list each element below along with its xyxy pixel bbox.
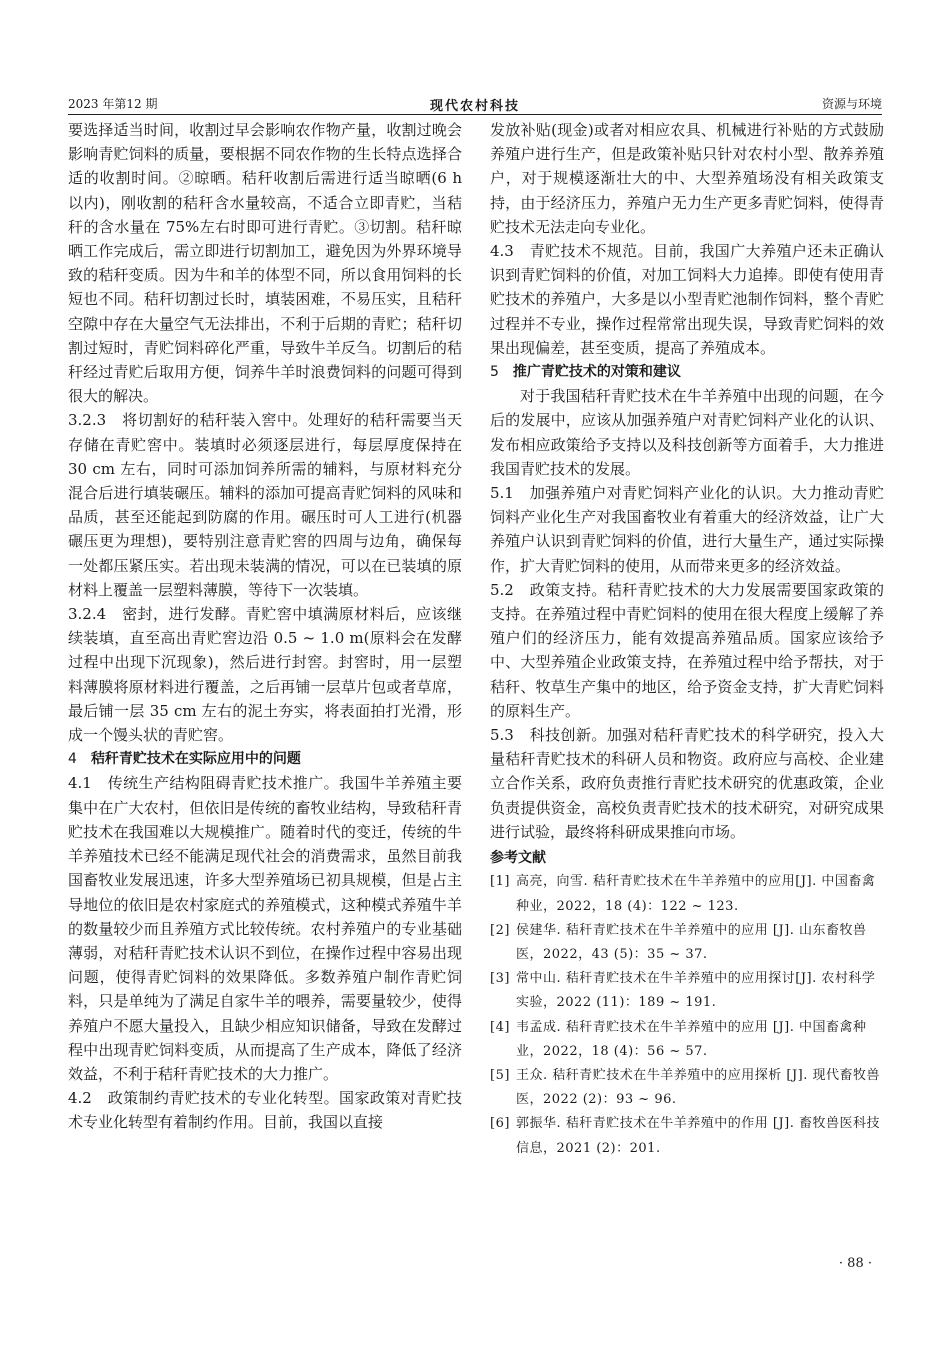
reference-text: 侯建华. 秸秆青贮技术在牛羊养殖中的应用 [J]. 山东畜牧兽医，2022，43 (5)：35 ~ 37.: [516, 922, 867, 962]
running-header: [68, 92, 882, 115]
reference-text: 郭振华. 秸秆青贮技术在牛羊养殖中的作用 [J]. 畜牧兽医科技信息，2021 (2)：201.: [516, 1116, 881, 1156]
paragraph-4-3: 4.3 青贮技术不规范。目前，我国广大养殖户还未正确认识到青贮饲料的价值，对加工饲料大力追捧。即使有使用青贮技术的养殖户，大多是以小型青贮池制作饲料，整个青贮过程并不专业，操作过程常常出现失误，导致青贮饲料的效果出现偏差，甚至变质，提高了养殖成本。: [490, 242, 884, 357]
reference-index: [1]: [490, 874, 510, 890]
paragraph-5-2: 5.2 政策支持。秸秆青贮技术的大力发展需要国家政策的支持。在养殖过程中青贮饲料的使用在很大程度上缓解了养殖户们的经济压力，能有效提高养殖品质。国家应该给予中、大型养殖企业政策支持，在养殖过程中给予帮扶，对于秸秆、牧草生产集中的地区，给予资金支持，扩大青贮饲料的原料生产。: [490, 580, 884, 720]
references-heading: 参考文献: [490, 850, 546, 867]
reference-index: [3]: [490, 971, 510, 987]
section-5-heading: [490, 360, 884, 384]
issue-label: 2023 年第12 期: [68, 97, 158, 111]
page-number: · 88 ·: [838, 1256, 872, 1271]
paragraph-5-1: 5.1 加强养殖户对青贮饲料产业化的认识。大力推动青贮饲料产业化生产对我国畜牧业有着重大的经济效益，让广大养殖户认识到青贮饲料的价值，进行大量生产，通过实际操作，扩大青贮饲料的使用，从而带来更多的经济效益。: [490, 484, 884, 575]
paragraph-4-2: 4.2 政策制约青贮技术的专业化转型。国家政策对青贮技术专业化转型有着制约作用。目前，我国以直接: [68, 1089, 462, 1132]
paragraph-3-2-4: 3.2.4 密封，进行发酵。青贮窖中填满原材料后，应该继续装填，直至高出青贮窖边沿 0.5 ~ 1.0 m(原料会在发酵过程中出现下沉现象)，然后进行封窖。封窖时，用一层塑料薄膜将原材料进行覆盖，之后再铺一层草片包或者草席，最后铺一层 35 cm 左右的泥土夯实，将表面拍打光滑，形成一个馒头状的青贮窖。: [68, 605, 462, 745]
reference-index: [5]: [490, 1067, 510, 1083]
reference-index: [4]: [490, 1019, 510, 1035]
section-5-number: 5: [490, 364, 499, 381]
paragraph-4-1: 4.1 传统生产结构阻碍青贮技术推广。我国牛羊养殖主要集中在广大农村，但依旧是传统的畜牧业结构，导致秸秆青贮技术在我国难以大规模推广。随着时代的变迁，传统的牛羊养殖技术已经不能满足现代社会的消费需求，虽然目前我国畜牧业发展迅速，许多大型养殖场已初具规模，但是占主导地位的依旧是农村家庭式的养殖模式，这种模式养殖牛羊的数量较少而且养殖方式比较传统。农村养殖户的专业基础薄弱，对秸秆青贮技术认识不到位，在操作过程中容易出现问题，使得青贮饲料的效果降低。多数养殖户制作青贮饲料，只是单纯为了满足自家牛羊的喂养，需要量较少，使得养殖户不愿大量投入，且缺少相应知识储备，导致在发酵过程中出现青贮饲料变质，从而提高了生产成本，降低了经济效益，不利于秸秆青贮技术的大力推广。: [68, 774, 462, 1083]
reference-text: 王众. 秸秆青贮技术在牛羊养殖中的应用探析 [J]. 现代畜牧兽医，2022 (2)：93 ~ 96.: [516, 1067, 881, 1108]
section-5-title: 推广青贮技术的对策和建议: [512, 364, 681, 381]
section-4-title: 秸秆青贮技术在实际应用中的问题: [90, 751, 301, 768]
paragraph-4-2-continued: 发放补贴(现金)或者对相应农具、机械进行补贴的方式鼓励养殖户进行生产，但是政策补贴只针对农村小型、散养养殖户，对于规模逐渐壮大的中、大型养殖场没有相关政策支持，由于经济压力，养殖户无力生产更多青贮饲料，使得青贮技术无法走向专业化。: [490, 121, 884, 236]
reference-item: [490, 967, 884, 1015]
reference-item: [490, 1064, 884, 1112]
reference-text: 韦孟成. 秸秆青贮技术在牛羊养殖中的应用 [J]. 中国畜禽种业，2022，18 (4)：56 ~ 57.: [516, 1019, 867, 1059]
reference-text: 常中山. 秸秆青贮技术在牛羊养殖中的应用探讨[J]. 农村科学实验，2022 (11)：189 ~ 191.: [516, 971, 876, 1011]
reference-text: 高亮，向雪. 秸秆青贮技术在牛羊养殖中的应用[J]. 中国畜禽种业，2022，18 (4)：122 ~ 123.: [516, 874, 876, 914]
journal-title: 现代农村科技: [429, 99, 520, 114]
section-4-number: 4: [68, 751, 77, 768]
left-column: [68, 118, 462, 1135]
reference-item: [490, 1112, 884, 1160]
reference-list: [490, 870, 884, 1160]
reference-item: [490, 870, 884, 918]
reference-item: [490, 1016, 884, 1064]
paragraph-5-intro: 对于我国秸秆青贮技术在牛羊养殖中出现的问题，在今后的发展中，应该从加强养殖户对青贮饲料产业化的认识、发布相应政策给予支持以及科技创新等方面着手，大力推进我国青贮技术的发展。: [490, 387, 884, 478]
paragraph-3-2-3: 3.2.3 将切割好的秸秆装入窖中。处理好的秸秆需要当天存储在青贮窖中。装填时必须逐层进行，每层厚度保持在 30 cm 左右，同时可添加饲养所需的辅料，与原材料充分混合后进行填装碾压。辅料的添加可提高青贮饲料的风味和品质，甚至还能起到防腐的作用。碾压时可人工进行(机器碾压更为理想)，要特别注意青贮窖的四周与边角，确保每一处都压紧压实。若出现未装满的情况，可以在已装填的原材料上覆盖一层塑料薄膜，等待下一次装填。: [68, 411, 462, 599]
paragraph-5-3: 5.3 科技创新。加强对秸秆青贮技术的科学研究，投入大量秸秆青贮技术的科研人员和物资。政府应与高校、企业建立合作关系，政府负责推行青贮技术研究的优惠政策，企业负责提供资金，高校负责青贮技术的技术研究，对研究成果进行试验，最终将科研成果推向市场。: [490, 726, 884, 841]
section-label: 资源与环境: [821, 97, 882, 111]
paragraph-harvest: 要选择适当时间，收割过早会影响农作物产量，收割过晚会影响青贮饲料的质量，要根据不同农作物的生长特点选择合适的收割时间。②晾晒。秸秆收割后需进行适当晾晒(6 h 以内)，刚收割的秸秆含水量较高，不适合立即青贮，当秸秆的含水量在 75%左右时即可进行青贮。③切割。秸秆晾晒工作完成后，需立即进行切割加工，避免因为外界环境导致的秸秆变质。因为牛和羊的体型不同，所以食用饲料的长短也不同。秸秆切割过长时，填装困难，不易压实，且秸秆空隙中存在大量空气无法排出，不利于后期的青贮；秸秆切割过短时，青贮饲料碎化严重，导致牛羊反刍。切割后的秸秆经过青贮后取用方便，饲养牛羊时浪费饲料的问题可得到很大的解决。: [68, 121, 462, 406]
reference-item: [490, 919, 884, 967]
reference-index: [6]: [490, 1116, 510, 1132]
reference-index: [2]: [490, 922, 510, 938]
right-column: [490, 118, 884, 1161]
section-4-heading: [68, 747, 462, 771]
